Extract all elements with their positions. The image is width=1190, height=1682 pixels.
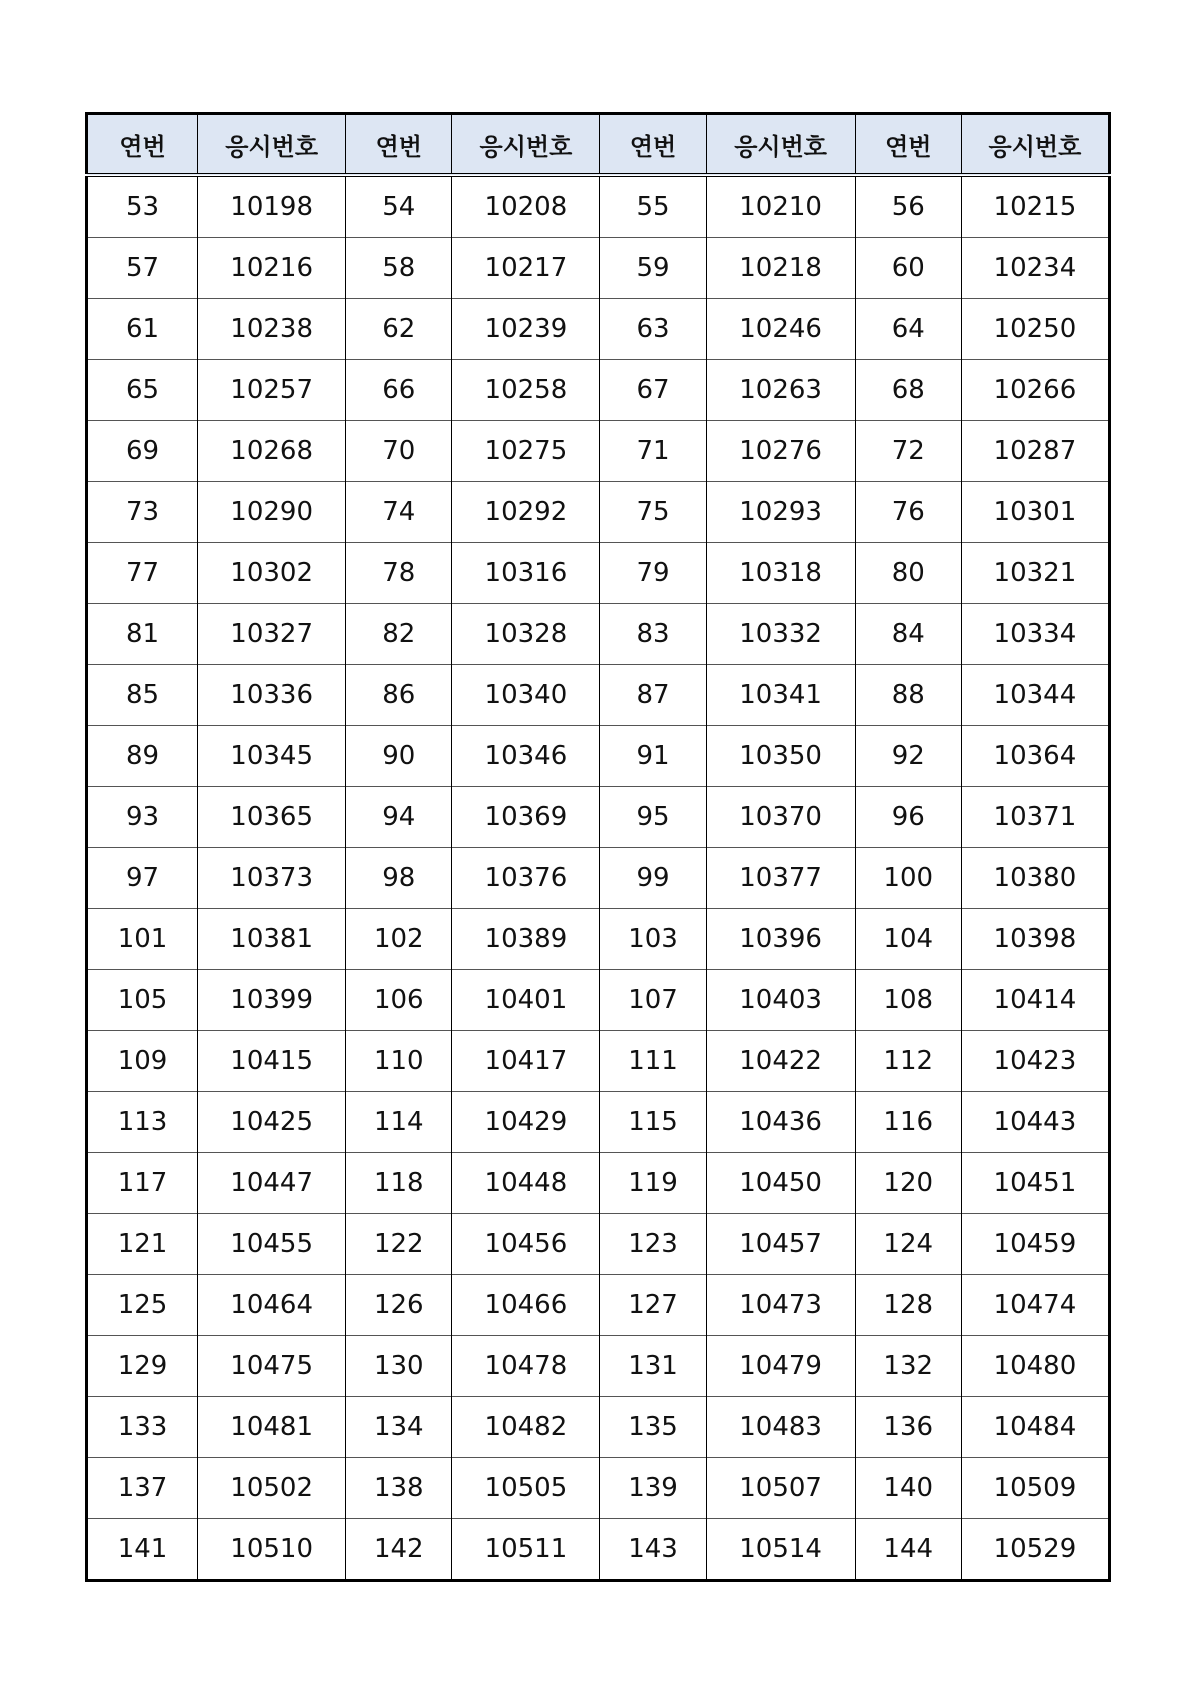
serial-number-cell: 82 — [346, 604, 452, 665]
exam-number-cell: 10481 — [198, 1397, 346, 1458]
exam-number-cell: 10376 — [452, 848, 600, 909]
table-row — [87, 1031, 1110, 1092]
serial-number-cell: 112 — [855, 1031, 961, 1092]
exam-number-cell: 10377 — [706, 848, 855, 909]
exam-number-cell: 10332 — [706, 604, 855, 665]
serial-number-cell: 59 — [600, 238, 706, 299]
serial-number-cell: 111 — [600, 1031, 706, 1092]
serial-number-cell: 93 — [87, 787, 198, 848]
exam-number-cell: 10505 — [452, 1458, 600, 1519]
exam-number-cell: 10502 — [198, 1458, 346, 1519]
serial-number-cell: 95 — [600, 787, 706, 848]
exam-number-cell: 10364 — [961, 726, 1109, 787]
exam-number-cell: 10510 — [198, 1519, 346, 1581]
table-row — [87, 848, 1110, 909]
serial-number-cell: 77 — [87, 543, 198, 604]
exam-number-cell: 10422 — [706, 1031, 855, 1092]
exam-number-cell: 10479 — [706, 1336, 855, 1397]
exam-number-cell: 10346 — [452, 726, 600, 787]
serial-number-cell: 135 — [600, 1397, 706, 1458]
serial-number-cell: 102 — [346, 909, 452, 970]
serial-number-cell: 76 — [855, 482, 961, 543]
serial-number-cell: 136 — [855, 1397, 961, 1458]
serial-number-cell: 100 — [855, 848, 961, 909]
serial-number-cell: 73 — [87, 482, 198, 543]
exam-number-cell: 10275 — [452, 421, 600, 482]
serial-number-cell: 139 — [600, 1458, 706, 1519]
exam-number-cell: 10475 — [198, 1336, 346, 1397]
exam-number-cell: 10238 — [198, 299, 346, 360]
serial-number-cell: 89 — [87, 726, 198, 787]
exam-number-cell: 10371 — [961, 787, 1109, 848]
exam-number-cell: 10473 — [706, 1275, 855, 1336]
serial-number-cell: 60 — [855, 238, 961, 299]
table-row — [87, 909, 1110, 970]
serial-number-cell: 108 — [855, 970, 961, 1031]
serial-number-cell: 121 — [87, 1214, 198, 1275]
serial-number-cell: 63 — [600, 299, 706, 360]
exam-number-cell: 10455 — [198, 1214, 346, 1275]
exam-number-cell: 10287 — [961, 421, 1109, 482]
serial-number-cell: 53 — [87, 175, 198, 238]
exam-number-cell: 10316 — [452, 543, 600, 604]
exam-number-cell: 10429 — [452, 1092, 600, 1153]
header-row — [87, 114, 1110, 176]
exam-number-cell: 10466 — [452, 1275, 600, 1336]
table-row — [87, 1275, 1110, 1336]
serial-number-cell: 62 — [346, 299, 452, 360]
serial-number-cell: 79 — [600, 543, 706, 604]
exam-number-cell: 10529 — [961, 1519, 1109, 1581]
serial-number-cell: 99 — [600, 848, 706, 909]
serial-number-cell: 106 — [346, 970, 452, 1031]
serial-number-cell: 137 — [87, 1458, 198, 1519]
table-row — [87, 604, 1110, 665]
serial-number-cell: 128 — [855, 1275, 961, 1336]
exam-number-cell: 10373 — [198, 848, 346, 909]
table-body — [87, 175, 1110, 1581]
exam-number-cell: 10334 — [961, 604, 1109, 665]
exam-number-cell: 10369 — [452, 787, 600, 848]
header-serial-number: 연번 — [87, 114, 198, 176]
serial-number-cell: 86 — [346, 665, 452, 726]
exam-number-cell: 10246 — [706, 299, 855, 360]
table-row — [87, 970, 1110, 1031]
exam-number-cell: 10290 — [198, 482, 346, 543]
exam-number-cell: 10350 — [706, 726, 855, 787]
serial-number-cell: 123 — [600, 1214, 706, 1275]
exam-number-cell: 10216 — [198, 238, 346, 299]
serial-number-cell: 138 — [346, 1458, 452, 1519]
serial-number-cell: 84 — [855, 604, 961, 665]
table-row — [87, 1092, 1110, 1153]
exam-number-cell: 10457 — [706, 1214, 855, 1275]
serial-number-cell: 72 — [855, 421, 961, 482]
table-row — [87, 1458, 1110, 1519]
table-row — [87, 1214, 1110, 1275]
exam-number-cell: 10448 — [452, 1153, 600, 1214]
applicant-number-table — [85, 112, 1111, 1582]
serial-number-cell: 69 — [87, 421, 198, 482]
serial-number-cell: 132 — [855, 1336, 961, 1397]
exam-number-cell: 10447 — [198, 1153, 346, 1214]
serial-number-cell: 109 — [87, 1031, 198, 1092]
table-row — [87, 299, 1110, 360]
serial-number-cell: 91 — [600, 726, 706, 787]
exam-number-cell: 10482 — [452, 1397, 600, 1458]
table-row — [87, 1397, 1110, 1458]
serial-number-cell: 94 — [346, 787, 452, 848]
header-exam-number: 응시번호 — [961, 114, 1109, 176]
exam-number-cell: 10414 — [961, 970, 1109, 1031]
exam-number-cell: 10511 — [452, 1519, 600, 1581]
table-row — [87, 1153, 1110, 1214]
serial-number-cell: 81 — [87, 604, 198, 665]
exam-number-cell: 10415 — [198, 1031, 346, 1092]
exam-number-cell: 10208 — [452, 175, 600, 238]
exam-number-cell: 10370 — [706, 787, 855, 848]
serial-number-cell: 54 — [346, 175, 452, 238]
table-row — [87, 787, 1110, 848]
serial-number-cell: 140 — [855, 1458, 961, 1519]
exam-number-cell: 10484 — [961, 1397, 1109, 1458]
serial-number-cell: 122 — [346, 1214, 452, 1275]
exam-number-cell: 10263 — [706, 360, 855, 421]
serial-number-cell: 90 — [346, 726, 452, 787]
exam-number-cell: 10514 — [706, 1519, 855, 1581]
exam-number-cell: 10451 — [961, 1153, 1109, 1214]
exam-number-cell: 10218 — [706, 238, 855, 299]
table-row — [87, 1336, 1110, 1397]
serial-number-cell: 58 — [346, 238, 452, 299]
serial-number-cell: 67 — [600, 360, 706, 421]
exam-number-cell: 10345 — [198, 726, 346, 787]
table-row — [87, 482, 1110, 543]
serial-number-cell: 78 — [346, 543, 452, 604]
table-row — [87, 1519, 1110, 1581]
exam-number-cell: 10365 — [198, 787, 346, 848]
exam-number-cell: 10509 — [961, 1458, 1109, 1519]
table-row — [87, 238, 1110, 299]
serial-number-cell: 65 — [87, 360, 198, 421]
table-row — [87, 665, 1110, 726]
serial-number-cell: 98 — [346, 848, 452, 909]
exam-number-cell: 10327 — [198, 604, 346, 665]
exam-number-cell: 10258 — [452, 360, 600, 421]
serial-number-cell: 125 — [87, 1275, 198, 1336]
serial-number-cell: 61 — [87, 299, 198, 360]
exam-number-cell: 10328 — [452, 604, 600, 665]
header-serial-number: 연번 — [346, 114, 452, 176]
serial-number-cell: 143 — [600, 1519, 706, 1581]
serial-number-cell: 126 — [346, 1275, 452, 1336]
serial-number-cell: 85 — [87, 665, 198, 726]
serial-number-cell: 129 — [87, 1336, 198, 1397]
exam-number-cell: 10318 — [706, 543, 855, 604]
serial-number-cell: 97 — [87, 848, 198, 909]
exam-number-cell: 10340 — [452, 665, 600, 726]
exam-number-cell: 10215 — [961, 175, 1109, 238]
exam-number-cell: 10217 — [452, 238, 600, 299]
exam-number-cell: 10301 — [961, 482, 1109, 543]
serial-number-cell: 68 — [855, 360, 961, 421]
serial-number-cell: 74 — [346, 482, 452, 543]
exam-number-cell: 10507 — [706, 1458, 855, 1519]
serial-number-cell: 88 — [855, 665, 961, 726]
serial-number-cell: 71 — [600, 421, 706, 482]
exam-number-cell: 10302 — [198, 543, 346, 604]
exam-number-cell: 10341 — [706, 665, 855, 726]
exam-number-cell: 10417 — [452, 1031, 600, 1092]
serial-number-cell: 56 — [855, 175, 961, 238]
exam-number-cell: 10321 — [961, 543, 1109, 604]
serial-number-cell: 80 — [855, 543, 961, 604]
exam-number-cell: 10396 — [706, 909, 855, 970]
exam-number-cell: 10398 — [961, 909, 1109, 970]
serial-number-cell: 116 — [855, 1092, 961, 1153]
header-exam-number: 응시번호 — [706, 114, 855, 176]
table-row — [87, 421, 1110, 482]
exam-number-cell: 10268 — [198, 421, 346, 482]
exam-number-cell: 10456 — [452, 1214, 600, 1275]
exam-number-cell: 10336 — [198, 665, 346, 726]
serial-number-cell: 115 — [600, 1092, 706, 1153]
table-row — [87, 360, 1110, 421]
serial-number-cell: 64 — [855, 299, 961, 360]
exam-number-cell: 10266 — [961, 360, 1109, 421]
serial-number-cell: 120 — [855, 1153, 961, 1214]
exam-number-cell: 10480 — [961, 1336, 1109, 1397]
serial-number-cell: 96 — [855, 787, 961, 848]
serial-number-cell: 133 — [87, 1397, 198, 1458]
exam-number-cell: 10401 — [452, 970, 600, 1031]
serial-number-cell: 92 — [855, 726, 961, 787]
header-serial-number: 연번 — [855, 114, 961, 176]
exam-number-cell: 10483 — [706, 1397, 855, 1458]
exam-number-cell: 10450 — [706, 1153, 855, 1214]
header-exam-number: 응시번호 — [452, 114, 600, 176]
serial-number-cell: 134 — [346, 1397, 452, 1458]
exam-number-cell: 10239 — [452, 299, 600, 360]
serial-number-cell: 127 — [600, 1275, 706, 1336]
serial-number-cell: 103 — [600, 909, 706, 970]
table-row — [87, 726, 1110, 787]
exam-number-cell: 10381 — [198, 909, 346, 970]
exam-number-cell: 10403 — [706, 970, 855, 1031]
exam-number-cell: 10443 — [961, 1092, 1109, 1153]
exam-number-cell: 10464 — [198, 1275, 346, 1336]
serial-number-cell: 55 — [600, 175, 706, 238]
serial-number-cell: 113 — [87, 1092, 198, 1153]
serial-number-cell: 124 — [855, 1214, 961, 1275]
exam-number-cell: 10250 — [961, 299, 1109, 360]
exam-number-cell: 10474 — [961, 1275, 1109, 1336]
header-serial-number: 연번 — [600, 114, 706, 176]
table-header — [87, 114, 1110, 176]
exam-number-cell: 10210 — [706, 175, 855, 238]
table-row — [87, 543, 1110, 604]
serial-number-cell: 70 — [346, 421, 452, 482]
header-exam-number: 응시번호 — [198, 114, 346, 176]
exam-number-cell: 10234 — [961, 238, 1109, 299]
serial-number-cell: 104 — [855, 909, 961, 970]
exam-number-cell: 10459 — [961, 1214, 1109, 1275]
exam-number-cell: 10293 — [706, 482, 855, 543]
serial-number-cell: 83 — [600, 604, 706, 665]
serial-number-cell: 57 — [87, 238, 198, 299]
exam-number-cell: 10425 — [198, 1092, 346, 1153]
serial-number-cell: 101 — [87, 909, 198, 970]
serial-number-cell: 110 — [346, 1031, 452, 1092]
exam-number-cell: 10257 — [198, 360, 346, 421]
exam-number-cell: 10478 — [452, 1336, 600, 1397]
serial-number-cell: 114 — [346, 1092, 452, 1153]
table-row — [87, 175, 1110, 238]
serial-number-cell: 130 — [346, 1336, 452, 1397]
serial-number-cell: 117 — [87, 1153, 198, 1214]
serial-number-cell: 131 — [600, 1336, 706, 1397]
serial-number-cell: 87 — [600, 665, 706, 726]
serial-number-cell: 66 — [346, 360, 452, 421]
exam-number-cell: 10436 — [706, 1092, 855, 1153]
exam-number-cell: 10423 — [961, 1031, 1109, 1092]
serial-number-cell: 119 — [600, 1153, 706, 1214]
exam-number-cell: 10399 — [198, 970, 346, 1031]
exam-number-cell: 10344 — [961, 665, 1109, 726]
serial-number-cell: 141 — [87, 1519, 198, 1581]
serial-number-cell: 75 — [600, 482, 706, 543]
exam-number-cell: 10292 — [452, 482, 600, 543]
serial-number-cell: 118 — [346, 1153, 452, 1214]
exam-number-cell: 10389 — [452, 909, 600, 970]
serial-number-cell: 107 — [600, 970, 706, 1031]
exam-number-cell: 10276 — [706, 421, 855, 482]
exam-number-cell: 10198 — [198, 175, 346, 238]
serial-number-cell: 142 — [346, 1519, 452, 1581]
exam-number-cell: 10380 — [961, 848, 1109, 909]
serial-number-cell: 144 — [855, 1519, 961, 1581]
serial-number-cell: 105 — [87, 970, 198, 1031]
